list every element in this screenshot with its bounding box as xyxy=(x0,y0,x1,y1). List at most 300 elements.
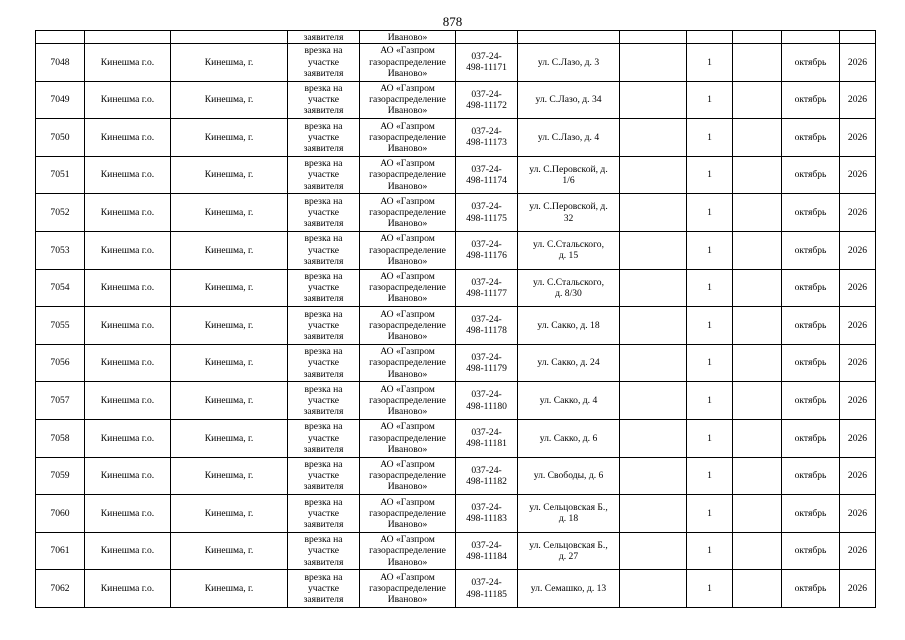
municipality: Кинешма г.о. xyxy=(85,532,171,570)
quantity: 1 xyxy=(687,419,733,457)
work-type-line: участке xyxy=(307,94,339,106)
settlement: Кинешма, г. xyxy=(171,119,288,157)
settlement: Кинешма, г. xyxy=(171,382,288,420)
empty-cell xyxy=(733,307,782,345)
work-type-line: заявителя xyxy=(303,143,344,155)
object-code xyxy=(456,81,518,119)
year: 2026 xyxy=(840,570,876,608)
object-code xyxy=(456,570,518,608)
object-code-line: 037-24- xyxy=(471,88,502,100)
work-type xyxy=(288,81,360,119)
work-type-line: заявителя xyxy=(303,218,344,230)
municipality: Кинешма г.о. xyxy=(85,307,171,345)
year: 2026 xyxy=(840,457,876,495)
work-type-line: заявителя xyxy=(303,519,344,531)
work-type-line: врезка на xyxy=(304,308,343,320)
company-line: АО «Газпром xyxy=(380,534,435,546)
company-line: газораспределение xyxy=(369,207,446,219)
quantity: 1 xyxy=(687,156,733,194)
work-type-line: участке xyxy=(307,282,339,294)
address-line: д. 18 xyxy=(558,513,579,525)
object-code-line: 498-11181 xyxy=(466,438,507,450)
work-type-line: участке xyxy=(307,395,339,407)
municipality: Кинешма г.о. xyxy=(85,156,171,194)
work-type xyxy=(288,231,360,269)
object-code xyxy=(456,194,518,232)
table-row xyxy=(36,457,876,495)
row-number: 7052 xyxy=(36,194,85,232)
month: октябрь xyxy=(782,194,840,232)
quantity: 1 xyxy=(687,231,733,269)
address-line: ул. Свободы, д. 6 xyxy=(533,470,604,482)
company-line: АО «Газпром xyxy=(380,45,435,57)
month: октябрь xyxy=(782,495,840,533)
empty-cell xyxy=(620,156,687,194)
object-code-line: 037-24- xyxy=(471,464,502,476)
work-type xyxy=(288,156,360,194)
table-row xyxy=(36,269,876,307)
municipality: Кинешма г.о. xyxy=(85,495,171,533)
address-line: ул. С.Лазо, д. 4 xyxy=(537,131,600,143)
row-number: 7055 xyxy=(36,307,85,345)
work-type-line: врезка на xyxy=(304,120,343,132)
month: октябрь xyxy=(782,81,840,119)
row-number: 7050 xyxy=(36,119,85,157)
company xyxy=(360,344,456,382)
address-line: ул. Сельцовская Б., xyxy=(529,502,608,514)
work-type-line: врезка на xyxy=(304,83,343,95)
company xyxy=(360,307,456,345)
address xyxy=(518,44,620,82)
empty-cell xyxy=(620,231,687,269)
year: 2026 xyxy=(840,269,876,307)
empty-cell xyxy=(620,44,687,82)
empty-cell xyxy=(733,269,782,307)
work-type-line: заявителя xyxy=(303,406,344,418)
row-number: 7054 xyxy=(36,269,85,307)
object-code-line: 498-11184 xyxy=(466,551,507,563)
object-code-line: 037-24- xyxy=(471,51,502,63)
object-code-line: 498-11185 xyxy=(466,588,507,600)
municipality: Кинешма г.о. xyxy=(85,81,171,119)
year: 2026 xyxy=(840,307,876,345)
work-type-line: участке xyxy=(307,470,339,482)
company-line: газораспределение xyxy=(369,507,446,519)
work-type-line: участке xyxy=(307,545,339,557)
work-type-line: участке xyxy=(307,207,339,219)
address-line: ул. С.Лазо, д. 34 xyxy=(535,94,602,106)
empty-cell xyxy=(620,532,687,570)
company-line: Иваново» xyxy=(387,594,428,606)
work-type-line: заявителя xyxy=(303,556,344,568)
empty-cell xyxy=(733,231,782,269)
object-code xyxy=(456,532,518,570)
month: октябрь xyxy=(782,570,840,608)
object-code xyxy=(456,307,518,345)
object-code xyxy=(456,156,518,194)
quantity: 1 xyxy=(687,457,733,495)
address xyxy=(518,344,620,382)
empty-cell xyxy=(733,81,782,119)
work-type-line: участке xyxy=(307,319,339,331)
quantity: 1 xyxy=(687,44,733,82)
table-row xyxy=(36,44,876,82)
table-row xyxy=(36,570,876,608)
row-number: 7048 xyxy=(36,44,85,82)
settlement: Кинешма, г. xyxy=(171,231,288,269)
row-number: 7057 xyxy=(36,382,85,420)
work-type-line: участке xyxy=(307,131,339,143)
month: октябрь xyxy=(782,457,840,495)
address-line: ул. Сакко, д. 4 xyxy=(539,395,598,407)
company xyxy=(360,382,456,420)
company-line: АО «Газпром xyxy=(380,271,435,283)
municipality: Кинешма г.о. xyxy=(85,570,171,608)
company-line: газораспределение xyxy=(369,432,446,444)
work-type-line: врезка на xyxy=(304,534,343,546)
year: 2026 xyxy=(840,419,876,457)
empty-cell xyxy=(733,495,782,533)
object-code xyxy=(456,119,518,157)
empty-cell xyxy=(620,570,687,608)
address-line: д. 15 xyxy=(558,250,579,262)
company-line: АО «Газпром xyxy=(380,421,435,433)
empty-cell xyxy=(620,344,687,382)
work-type-line: участке xyxy=(307,169,339,181)
settlement: Кинешма, г. xyxy=(171,156,288,194)
municipality: Кинешма г.о. xyxy=(85,269,171,307)
empty-cell xyxy=(620,419,687,457)
settlement: Кинешма, г. xyxy=(171,457,288,495)
address-line: ул. Сакко, д. 6 xyxy=(539,432,598,444)
address-line: 1/6 xyxy=(562,175,575,187)
empty-cell xyxy=(620,457,687,495)
table-row xyxy=(36,532,876,570)
address-line: ул. С.Стальского, xyxy=(533,276,604,288)
company-line: АО «Газпром xyxy=(380,120,435,132)
object-code-line: 037-24- xyxy=(471,502,502,514)
work-type xyxy=(288,419,360,457)
month: октябрь xyxy=(782,307,840,345)
company-line: Иваново» xyxy=(387,368,428,380)
table-row xyxy=(36,156,876,194)
quantity: 1 xyxy=(687,269,733,307)
settlement: Кинешма, г. xyxy=(171,344,288,382)
work-type-line: врезка на xyxy=(304,271,343,283)
company-line: газораспределение xyxy=(369,395,446,407)
table-row xyxy=(36,81,876,119)
object-code-line: 498-11179 xyxy=(466,363,507,375)
object-code xyxy=(456,231,518,269)
object-code-line: 037-24- xyxy=(471,577,502,589)
object-code-line: 498-11182 xyxy=(466,475,507,487)
municipality: Кинешма г.о. xyxy=(85,419,171,457)
work-type-line: заявителя xyxy=(303,293,344,305)
work-type xyxy=(288,307,360,345)
object-code xyxy=(456,419,518,457)
settlement: Кинешма, г. xyxy=(171,44,288,82)
year: 2026 xyxy=(840,156,876,194)
company xyxy=(360,269,456,307)
company xyxy=(360,194,456,232)
settlement: Кинешма, г. xyxy=(171,570,288,608)
page-number: 878 xyxy=(442,14,463,29)
work-type xyxy=(288,344,360,382)
municipality: Кинешма г.о. xyxy=(85,382,171,420)
work-type xyxy=(288,44,360,82)
object-code xyxy=(456,344,518,382)
company-line: Иваново» xyxy=(387,556,428,568)
company-line: АО «Газпром xyxy=(380,83,435,95)
object-code-line: 037-24- xyxy=(471,314,502,326)
empty-cell xyxy=(733,44,782,82)
address xyxy=(518,81,620,119)
company-line: АО «Газпром xyxy=(380,308,435,320)
year: 2026 xyxy=(840,194,876,232)
object-code-line: 037-24- xyxy=(471,276,502,288)
company-line: АО «Газпром xyxy=(380,383,435,395)
company-line: газораспределение xyxy=(369,470,446,482)
year: 2026 xyxy=(840,532,876,570)
object-code-line: 498-11173 xyxy=(466,137,507,149)
municipality: Кинешма г.о. xyxy=(85,44,171,82)
address-line: ул. Сельцовская Б., xyxy=(529,539,608,551)
table-row xyxy=(36,307,876,345)
company xyxy=(360,457,456,495)
company-line: газораспределение xyxy=(369,545,446,557)
year: 2026 xyxy=(840,44,876,82)
work-type-line: участке xyxy=(307,507,339,519)
month: октябрь xyxy=(782,44,840,82)
work-type-line: врезка на xyxy=(304,346,343,358)
month: октябрь xyxy=(782,532,840,570)
object-code-line: 037-24- xyxy=(471,427,502,439)
company xyxy=(360,119,456,157)
work-type xyxy=(288,382,360,420)
object-code-line: 498-11180 xyxy=(466,400,507,412)
empty-cell xyxy=(620,269,687,307)
row-number: 7062 xyxy=(36,570,85,608)
empty-cell xyxy=(733,344,782,382)
month: октябрь xyxy=(782,382,840,420)
company-line: газораспределение xyxy=(369,583,446,594)
year: 2026 xyxy=(840,231,876,269)
company-line: Иваново» xyxy=(387,443,428,455)
work-type-line: заявителя xyxy=(303,368,344,380)
settlement: Кинешма, г. xyxy=(171,194,288,232)
row-number: 7056 xyxy=(36,344,85,382)
work-type xyxy=(288,119,360,157)
company-line: газораспределение xyxy=(369,131,446,143)
row-number: 7058 xyxy=(36,419,85,457)
company-line: газораспределение xyxy=(369,357,446,369)
municipality: Кинешма г.о. xyxy=(85,231,171,269)
work-type-line: врезка на xyxy=(304,195,343,207)
object-code-line: 498-11172 xyxy=(466,99,507,111)
object-code xyxy=(456,495,518,533)
municipality: Кинешма г.о. xyxy=(85,344,171,382)
address xyxy=(518,194,620,232)
municipality: Кинешма г.о. xyxy=(85,194,171,232)
empty-cell xyxy=(620,495,687,533)
work-type xyxy=(288,269,360,307)
address-line: ул. С.Лазо, д. 3 xyxy=(537,56,600,68)
object-code-line: 037-24- xyxy=(471,539,502,551)
object-code-line: 037-24- xyxy=(471,351,502,363)
empty-cell xyxy=(733,194,782,232)
carry-over-row xyxy=(36,31,876,44)
empty-cell xyxy=(733,570,782,608)
address-line: 32 xyxy=(563,212,574,224)
work-type-line: заявителя xyxy=(303,180,344,192)
empty-cell xyxy=(733,457,782,495)
address-line: ул. Сакко, д. 18 xyxy=(537,319,600,331)
work-type-line: врезка на xyxy=(304,45,343,57)
company-line: газораспределение xyxy=(369,244,446,256)
settlement: Кинешма, г. xyxy=(171,419,288,457)
month: октябрь xyxy=(782,156,840,194)
table-row xyxy=(36,194,876,232)
company-line: Иваново» xyxy=(387,143,428,155)
company-line: Иваново» xyxy=(387,481,428,493)
company-line: газораспределение xyxy=(369,56,446,68)
quantity: 1 xyxy=(687,81,733,119)
empty-cell xyxy=(620,382,687,420)
registry-table xyxy=(35,30,876,608)
company-line: Иваново» xyxy=(387,67,428,79)
address xyxy=(518,156,620,194)
table-row xyxy=(36,344,876,382)
work-type-line: заявителя xyxy=(303,67,344,79)
address xyxy=(518,532,620,570)
address xyxy=(518,457,620,495)
empty-cell xyxy=(620,119,687,157)
object-code-line: 037-24- xyxy=(471,201,502,213)
empty-cell xyxy=(620,81,687,119)
work-type xyxy=(288,570,360,608)
address xyxy=(518,570,620,608)
address xyxy=(518,269,620,307)
company-line: газораспределение xyxy=(369,169,446,181)
work-type-line: заявителя xyxy=(303,105,344,117)
month: октябрь xyxy=(782,344,840,382)
company-line: Иваново» xyxy=(387,218,428,230)
work-type-line: заявителя xyxy=(303,255,344,267)
table-row xyxy=(36,231,876,269)
address-line: ул. С.Стальского, xyxy=(533,239,604,251)
empty-cell xyxy=(620,307,687,345)
empty-cell xyxy=(733,419,782,457)
company-line: Иваново» xyxy=(387,519,428,531)
settlement: Кинешма, г. xyxy=(171,269,288,307)
object-code xyxy=(456,44,518,82)
object-code-line: 037-24- xyxy=(471,163,502,175)
quantity: 1 xyxy=(687,194,733,232)
company-line: Иваново» xyxy=(387,255,428,267)
work-type-line: врезка на xyxy=(304,383,343,395)
year: 2026 xyxy=(840,119,876,157)
address xyxy=(518,419,620,457)
object-code-line: 037-24- xyxy=(471,239,502,251)
year: 2026 xyxy=(840,344,876,382)
month: октябрь xyxy=(782,231,840,269)
address xyxy=(518,307,620,345)
object-code-line: 498-11175 xyxy=(466,212,507,224)
address xyxy=(518,231,620,269)
work-type-line: участке xyxy=(307,244,339,256)
company-line: Иваново» xyxy=(387,331,428,343)
work-type-line: врезка на xyxy=(304,459,343,471)
table-row xyxy=(36,382,876,420)
address xyxy=(518,382,620,420)
municipality: Кинешма г.о. xyxy=(85,457,171,495)
empty-cell xyxy=(733,119,782,157)
year: 2026 xyxy=(840,495,876,533)
work-type-line: заявителя xyxy=(303,443,344,455)
row-number: 7053 xyxy=(36,231,85,269)
year: 2026 xyxy=(840,81,876,119)
empty-cell xyxy=(620,194,687,232)
object-code-line: 498-11183 xyxy=(466,513,507,525)
month: октябрь xyxy=(782,419,840,457)
row-number: 7060 xyxy=(36,495,85,533)
company-line: АО «Газпром xyxy=(380,571,435,583)
object-code-line: 498-11174 xyxy=(466,175,507,187)
company xyxy=(360,419,456,457)
address-line: ул. С.Перовской, д. xyxy=(529,163,608,175)
work-type-line: врезка на xyxy=(304,233,343,245)
object-code-line: 498-11176 xyxy=(466,250,507,262)
settlement: Кинешма, г. xyxy=(171,495,288,533)
company-line: Иваново» xyxy=(387,406,428,418)
company xyxy=(360,81,456,119)
object-code xyxy=(456,269,518,307)
row-number: 7059 xyxy=(36,457,85,495)
work-type xyxy=(288,457,360,495)
company-line: Иваново» xyxy=(387,105,428,117)
settlement: Кинешма, г. xyxy=(171,532,288,570)
work-type-line: участке xyxy=(307,583,339,594)
address xyxy=(518,119,620,157)
company-line: газораспределение xyxy=(369,282,446,294)
address-line: ул. Сакко, д. 24 xyxy=(537,357,600,369)
company xyxy=(360,532,456,570)
work-type xyxy=(288,495,360,533)
company xyxy=(360,44,456,82)
table-row xyxy=(36,495,876,533)
work-type-line: заявителя xyxy=(303,331,344,343)
company-line: АО «Газпром xyxy=(380,496,435,508)
quantity: 1 xyxy=(687,495,733,533)
work-type-line: участке xyxy=(307,56,339,68)
object-code xyxy=(456,382,518,420)
settlement: Кинешма, г. xyxy=(171,307,288,345)
object-code-line: 037-24- xyxy=(471,126,502,138)
month: октябрь xyxy=(782,269,840,307)
object-code-line: 037-24- xyxy=(471,389,502,401)
company-line: АО «Газпром xyxy=(380,233,435,245)
work-type-line: участке xyxy=(307,357,339,369)
work-type-line: участке xyxy=(307,432,339,444)
address-line: ул. С.Перовской, д. xyxy=(529,201,608,213)
table-row xyxy=(36,419,876,457)
quantity: 1 xyxy=(687,532,733,570)
work-type-line: заявителя xyxy=(303,481,344,493)
work-type xyxy=(288,194,360,232)
work-type-line: врезка на xyxy=(304,421,343,433)
quantity: 1 xyxy=(687,307,733,345)
object-code-line: 498-11178 xyxy=(466,325,507,337)
